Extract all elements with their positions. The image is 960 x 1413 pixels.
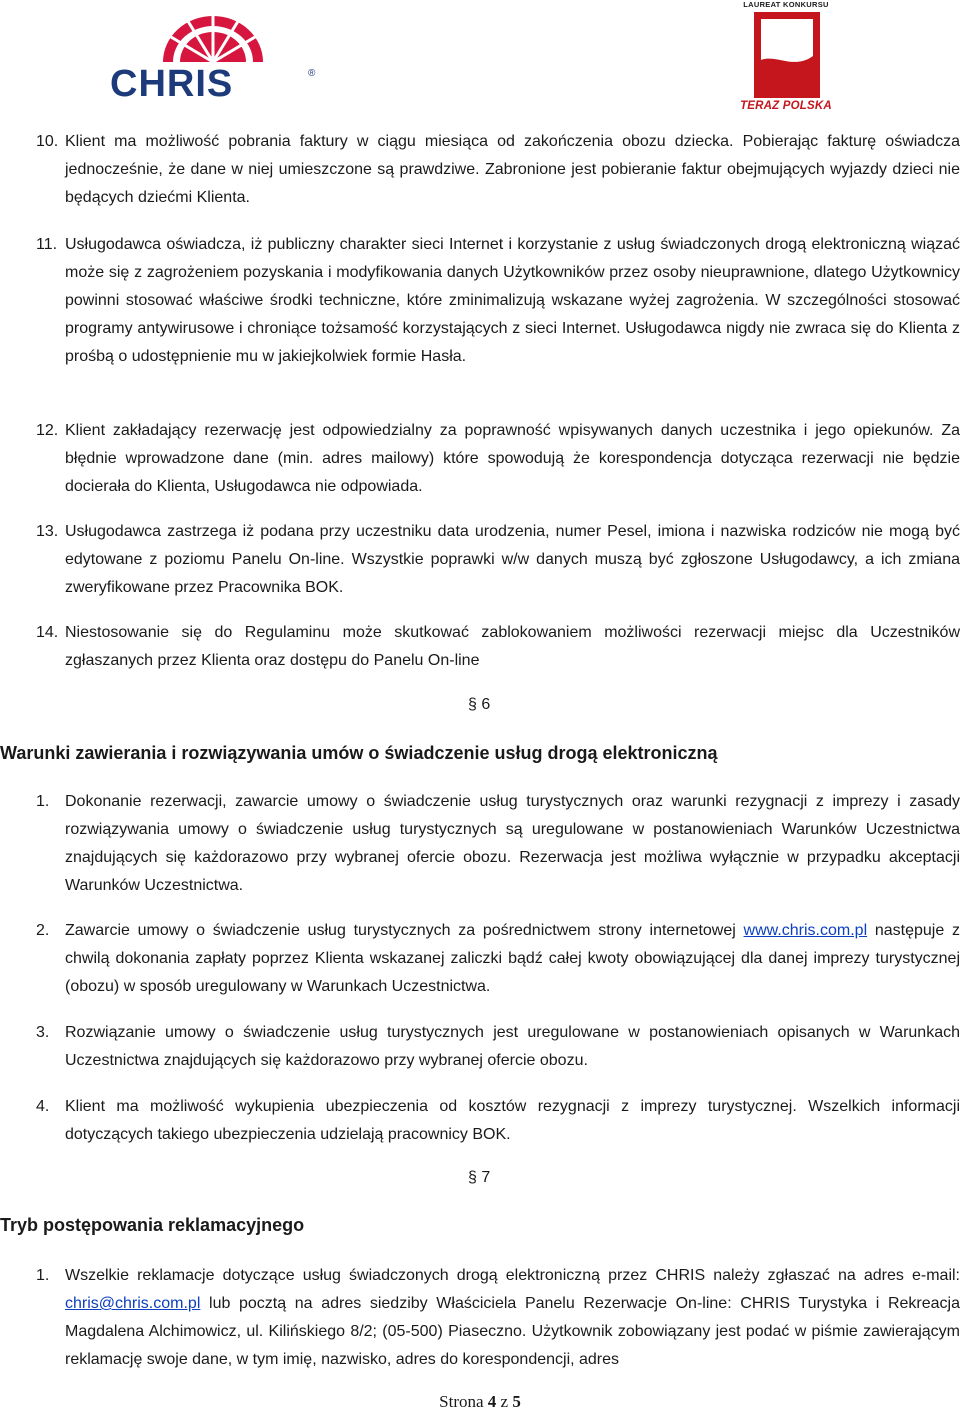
list-item: 2. Zawarcie umowy o świadczenie usług turystycznych za pośrednictwem strony internetowej www.chris.com.pl następuje z chwilą dokonania zapłaty poprzez Klienta wskazanej zaliczki bądź całej kwoty obowiązującej dla danej imprezy turystycznej (obozu) w sposób uregulowany w Warunkach Uczestnictwa.	[36, 922, 960, 995]
list-item: 3. Rozwiązanie umowy o świadczenie usług turystycznych jest uregulowane w postanowieniach opisanych w Warunkach Uczestnictwa znajdujących się każdorazowo przy wybranej ofercie obozu.	[36, 1024, 960, 1069]
teraz-polska-emblem	[754, 12, 820, 98]
teraz-polska-logo	[740, 0, 832, 118]
email-link[interactable]: chris@chris.com.pl	[65, 1295, 201, 1312]
chris-logo-graphic	[108, 14, 318, 100]
page-footer: Strona 4 z 5	[439, 1392, 521, 1411]
list-item: 13. Usługodawca zastrzega iż podana przy uczestniku data urodzenia, numer Pesel, imiona i nazwiska rodziców nie mogą być edytowane z poziomu Panelu On-line. Wszystkie poprawki w/w danych muszą być zgłoszone Usługodawcy, a ich zmiana zweryfikowane przez Pracownika BOK.	[36, 523, 960, 596]
teraz-top-caption: LAUREAT KONKURSU	[743, 0, 829, 9]
total-pages: 5	[512, 1392, 521, 1411]
section-heading: Warunki zawierania i rozwiązywania umów o świadczenie usług drogą elektroniczną	[0, 743, 718, 763]
list-item: 12. Klient zakładający rezerwację jest odpowiedzialny za poprawność wpisywanych danych uczestnika i jego opiekunów. Za błędnie wprowadzone dane (min. adres mailowy) które spowodują że korespondencja dotycząca rezerwacji nie będzie docierała do Klienta, Usługodawca nie odpowiada.	[36, 422, 960, 495]
chris-logo-text: CHRIS	[110, 63, 234, 100]
website-link[interactable]: www.chris.com.pl	[743, 922, 868, 939]
list-item: 11. Usługodawca oświadcza, iż publiczny charakter sieci Internet i korzystanie z usług świadczonych drogą elektroniczną wiązać może się z zagrożeniem pozyskania i modyfikowania danych Użytkowników przez osoby nieuprawnione, dlatego Użytkownicy powinni stosować właściwe środki techniczne, które zminimalizują wskazane wyżej zagrożenia. W szczególności stosować programy antywirusowe i chroniące tożsamość korzystających z sieci Internet. Usługodawca nigdy nie zwraca się do Klienta z prośbą o udostępnienie mu w jakiejkolwiek formie Hasła.	[36, 236, 960, 365]
current-page: 4	[487, 1392, 497, 1411]
chris-logo	[108, 14, 318, 100]
section-heading: Tryb postępowania reklamacyjnego	[0, 1215, 305, 1235]
list-item: 1. Wszelkie reklamacje dotyczące usług świadczonych drogą elektroniczną przez CHRIS należy zgłaszać na adres e-mail: chris@chris.com.pl lub pocztą na adres siedziby Właściciela Panelu Rezerwacje On-line: CHRIS Turystyka i Rekreacja Magdalena Alchimowicz, ul. Kilińskiego 8/2; (05-500) Piaseczno. Użytkownik zobowiązany jest podać w piśmie zawierającym reklamację swoje dane, w tym imię, nazwisko, adres do korespondencji, adres	[36, 1267, 960, 1368]
teraz-bottom-caption: TERAZ POLSKA	[740, 100, 832, 112]
list-item: 10. Klient ma możliwość pobrania faktury w ciągu miesiąca od zakończenia obozu dziecka. Pobierając fakturę oświadcza jednocześnie, że dane w niej umieszczone są prawdziwe. Zabronione jest pobieranie faktur obejmujących wyjazdy dzieci nie będących dziećmi Klienta.	[36, 133, 960, 206]
list-item: 4. Klient ma możliwość wykupienia ubezpieczenia od kosztów rezygnacji z imprezy turystycznej. Wszelkich informacji dotyczących takiego ubezpieczenia udzielają pracownicy BOK.	[36, 1098, 960, 1143]
section-mark-6: § 6	[468, 696, 491, 713]
section-mark-7: § 7	[468, 1169, 491, 1186]
list-item: 14. Niestosowanie się do Regulaminu może skutkować zablokowaniem możliwości rezerwacji miejsc dla Uczestników zgłaszanych przez Klienta oraz dostępu do Panelu On-line	[36, 624, 960, 669]
list-item: 1. Dokonanie rezerwacji, zawarcie umowy o świadczenie usług turystycznych oraz warunki rezygnacji z imprezy i zasady rozwiązywania umowy o świadczenie usług turystycznych są uregulowane w postanowieniach Warunków Uczestnictwa znajdujących się każdorazowo przy wybranej ofercie obozu. Rezerwacja jest możliwa wyłącznie w przypadku akceptacji Warunków Uczestnictwa.	[36, 793, 960, 894]
page-label: Strona	[439, 1392, 484, 1411]
svg-text:®: ®	[308, 68, 316, 79]
